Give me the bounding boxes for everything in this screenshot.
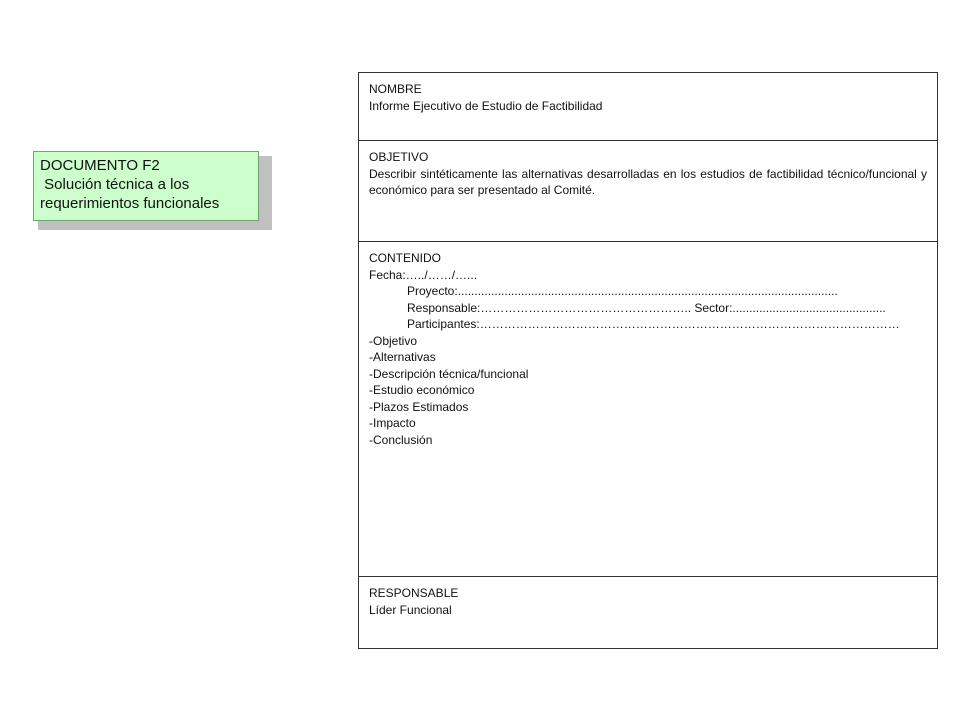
content-item: -Objetivo bbox=[369, 333, 418, 348]
content-item: -Descripción técnica/funcional bbox=[369, 366, 529, 381]
content-item: -Conclusión bbox=[369, 432, 433, 447]
responsable-value: Líder Funcional bbox=[369, 602, 452, 617]
responsable-header: RESPONSABLE bbox=[369, 586, 459, 600]
content-item: -Estudio económico bbox=[369, 383, 475, 397]
proyecto-line: Proyecto:.................................................................................................................. bbox=[407, 284, 838, 298]
content-item: -Alternativas bbox=[369, 350, 436, 364]
document-spec-table bbox=[358, 72, 938, 649]
objetivo-value: Describir sintéticamente las alternativas desarrolladas en los estudios de factibilidad técnico/funcional y económico para ser presentado al Comité. bbox=[369, 166, 927, 197]
document-label-box bbox=[33, 151, 259, 221]
nombre-value: Informe Ejecutivo de Estudio de Factibilidad bbox=[369, 98, 603, 113]
document-id-text: DOCUMENTO F2 bbox=[40, 157, 160, 174]
contenido-row bbox=[359, 242, 937, 577]
objetivo-header: OBJETIVO bbox=[369, 150, 429, 164]
participantes-line: Participantes:…………………………………………………………………………………………… bbox=[407, 317, 900, 331]
fecha-line: Fecha:…../……/…... bbox=[369, 267, 478, 282]
document-title-line1: Solución técnica a los bbox=[40, 176, 190, 193]
responsable-line: Responsable:…………………………………………….. Sector:.............................................. bbox=[407, 300, 886, 315]
objetivo-row bbox=[359, 141, 937, 242]
responsable-row bbox=[359, 577, 937, 649]
nombre-row bbox=[359, 73, 937, 141]
content-item: -Plazos Estimados bbox=[369, 399, 469, 414]
document-title-line2: requerimientos funcionales bbox=[40, 195, 220, 212]
content-item: -Impacto bbox=[369, 416, 416, 430]
nombre-header: NOMBRE bbox=[369, 82, 422, 96]
contenido-header: CONTENIDO bbox=[369, 251, 441, 265]
